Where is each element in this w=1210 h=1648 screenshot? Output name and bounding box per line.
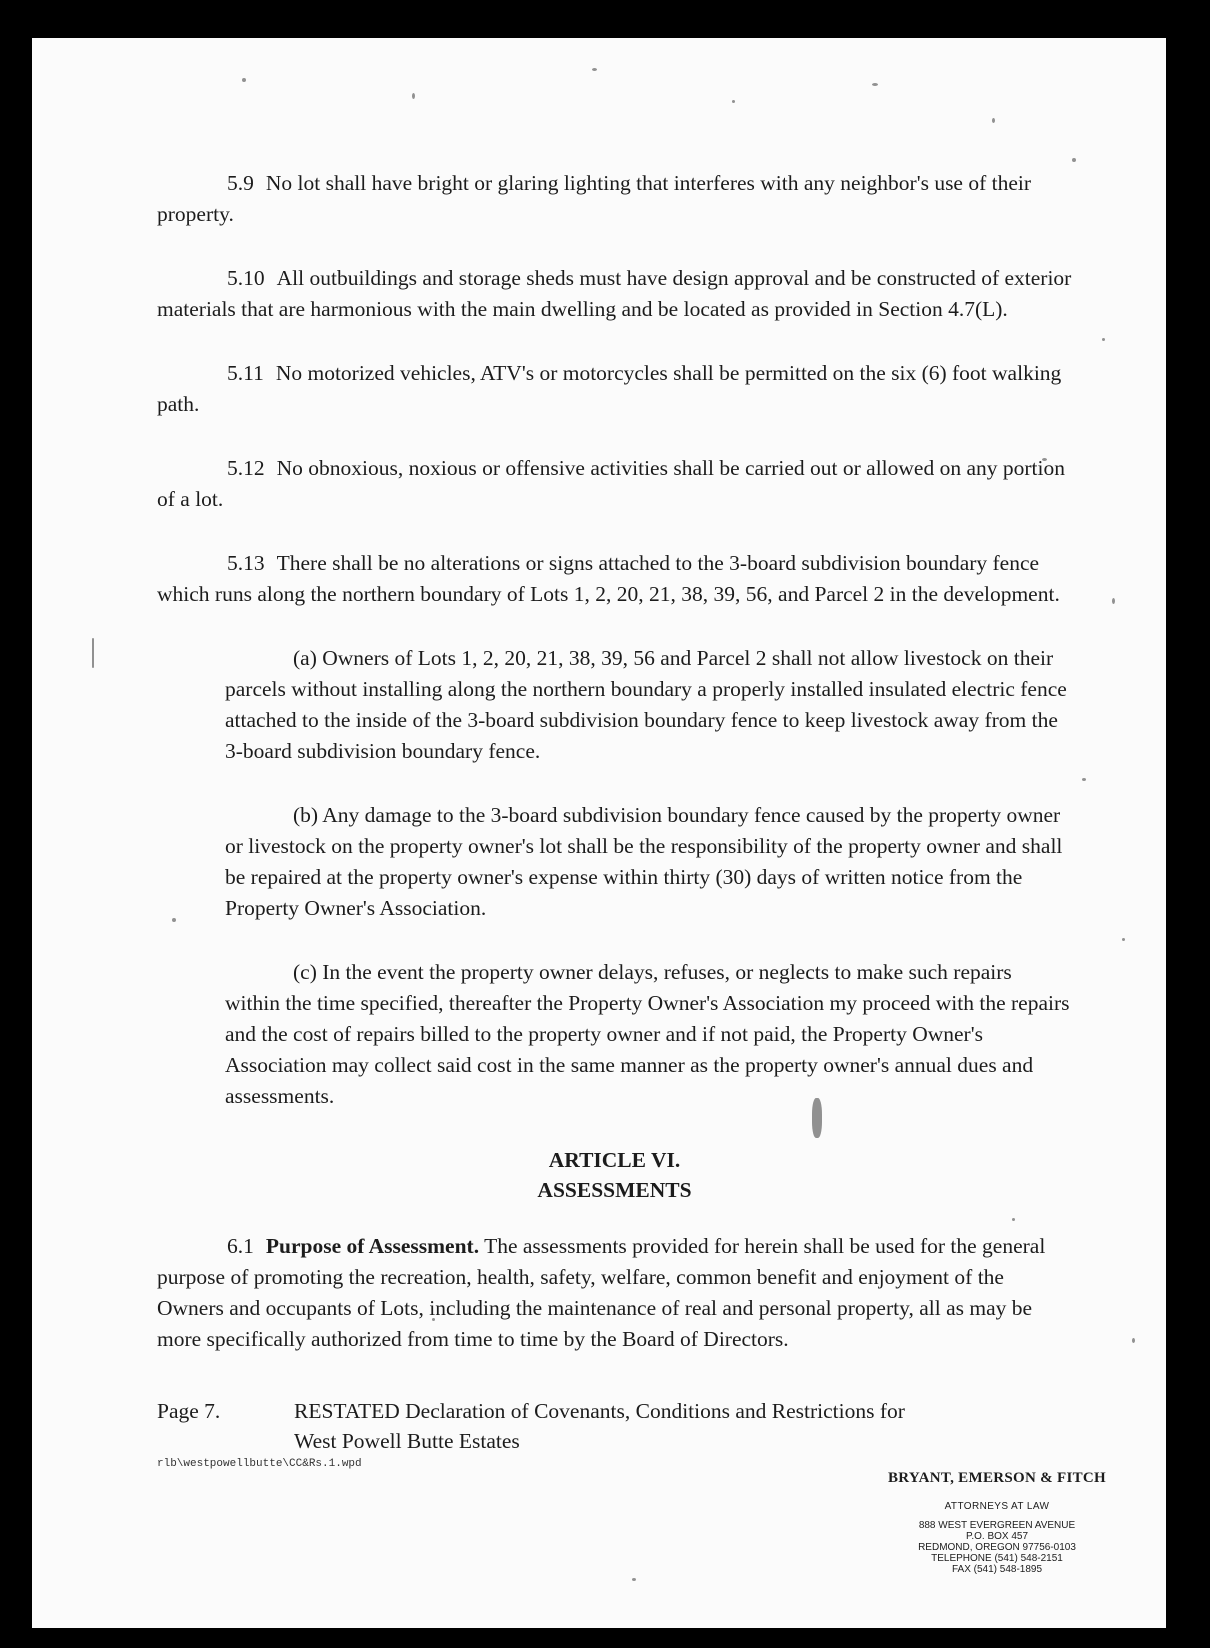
- section-5-12: 5.12 No obnoxious, noxious or offensive activities shall be carried out or allowed on any portion of a lot.: [157, 456, 1065, 511]
- file-path: rlb\westpowellbutte\CC&Rs.1.wpd: [157, 1458, 362, 1470]
- firm-address-2: P.O. BOX 457: [965, 1531, 1029, 1542]
- firm-address-1: 888 WEST EVERGREEN AVENUE: [918, 1520, 1076, 1531]
- section-5-10: 5.10 All outbuildings and storage sheds must have design approval and be constructed of exterior materials that are harmonious with the main dwelling and be located as provided in Section 4.7(L).: [157, 266, 1072, 321]
- section-5-13: 5.13 There shall be no alterations or signs attached to the 3-board subdivision boundary fence which runs along the northern boundary of Lots 1, 2, 20, 21, 38, 39, 56, and Parcel 2 in the development.: [157, 551, 1060, 606]
- section-6-1: 6.1 Purpose of Assessment. The assessments provided for herein shall be used for the general purpose of promoting the recreation, health, safety, welfare, common benefit and enjoyment of the Owners and occupants of Lots, including the maintenance of real and personal property, all as may be more specifically authorized from time to time by the Board of Directors.: [157, 1234, 1046, 1351]
- firm-name: BRYANT, EMERSON & FITCH: [887, 1470, 1107, 1486]
- firm-address-3: REDMOND, OREGON 97756-0103: [918, 1542, 1076, 1553]
- subsection-b: (b) Any damage to the 3-board subdivision boundary fence caused by the property owner or livestock on the property owner's lot shall be the responsibility of the property owner and shall be repaired at the property owner's expense within thirty (30) days of written notice from the Property Owner's Association.: [225, 803, 1063, 920]
- section-5-11: 5.11 No motorized vehicles, ATV's or motorcycles shall be permitted on the six (6) foot walking path.: [157, 361, 1062, 416]
- firm-fax: FAX (541) 548-1895: [951, 1564, 1043, 1575]
- document-page: [32, 38, 1166, 1628]
- article-title: ASSESSMENTS: [537, 1178, 692, 1202]
- page-number: Page 7.: [157, 1399, 221, 1423]
- section-5-9: 5.9 No lot shall have bright or glaring lighting that interferes with any neighbor's use of their property.: [157, 171, 1032, 226]
- law-firm-block: [872, 1470, 1122, 1575]
- article-heading: [157, 1145, 1072, 1205]
- firm-subtitle: ATTORNEYS AT LAW: [944, 1501, 1050, 1512]
- document-body: [157, 168, 1072, 1388]
- firm-telephone: TELEPHONE (541) 548-2151: [931, 1553, 1063, 1564]
- article-number: ARTICLE VI.: [548, 1148, 681, 1172]
- subsection-a: (a) Owners of Lots 1, 2, 20, 21, 38, 39, 56 and Parcel 2 shall not allow livestock on their parcels without installing along the northern boundary a properly installed insulated electric fence attached to the inside of the 3-board subdivision boundary fence to keep livestock away from the 3-board subdivision boundary fence.: [225, 646, 1067, 763]
- declaration-title: RESTATED Declaration of Covenants, Conditions and Restrictions for West Powell Butte Estates: [294, 1399, 905, 1453]
- subsection-c: (c) In the event the property owner delays, refuses, or neglects to make such repairs within the time specified, thereafter the Property Owner's Association my proceed with the repairs and the cost of repairs billed to the property owner and if not paid, the Property Owner's Association may collect said cost in the same manner as the property owner's annual dues and assessments.: [225, 960, 1070, 1108]
